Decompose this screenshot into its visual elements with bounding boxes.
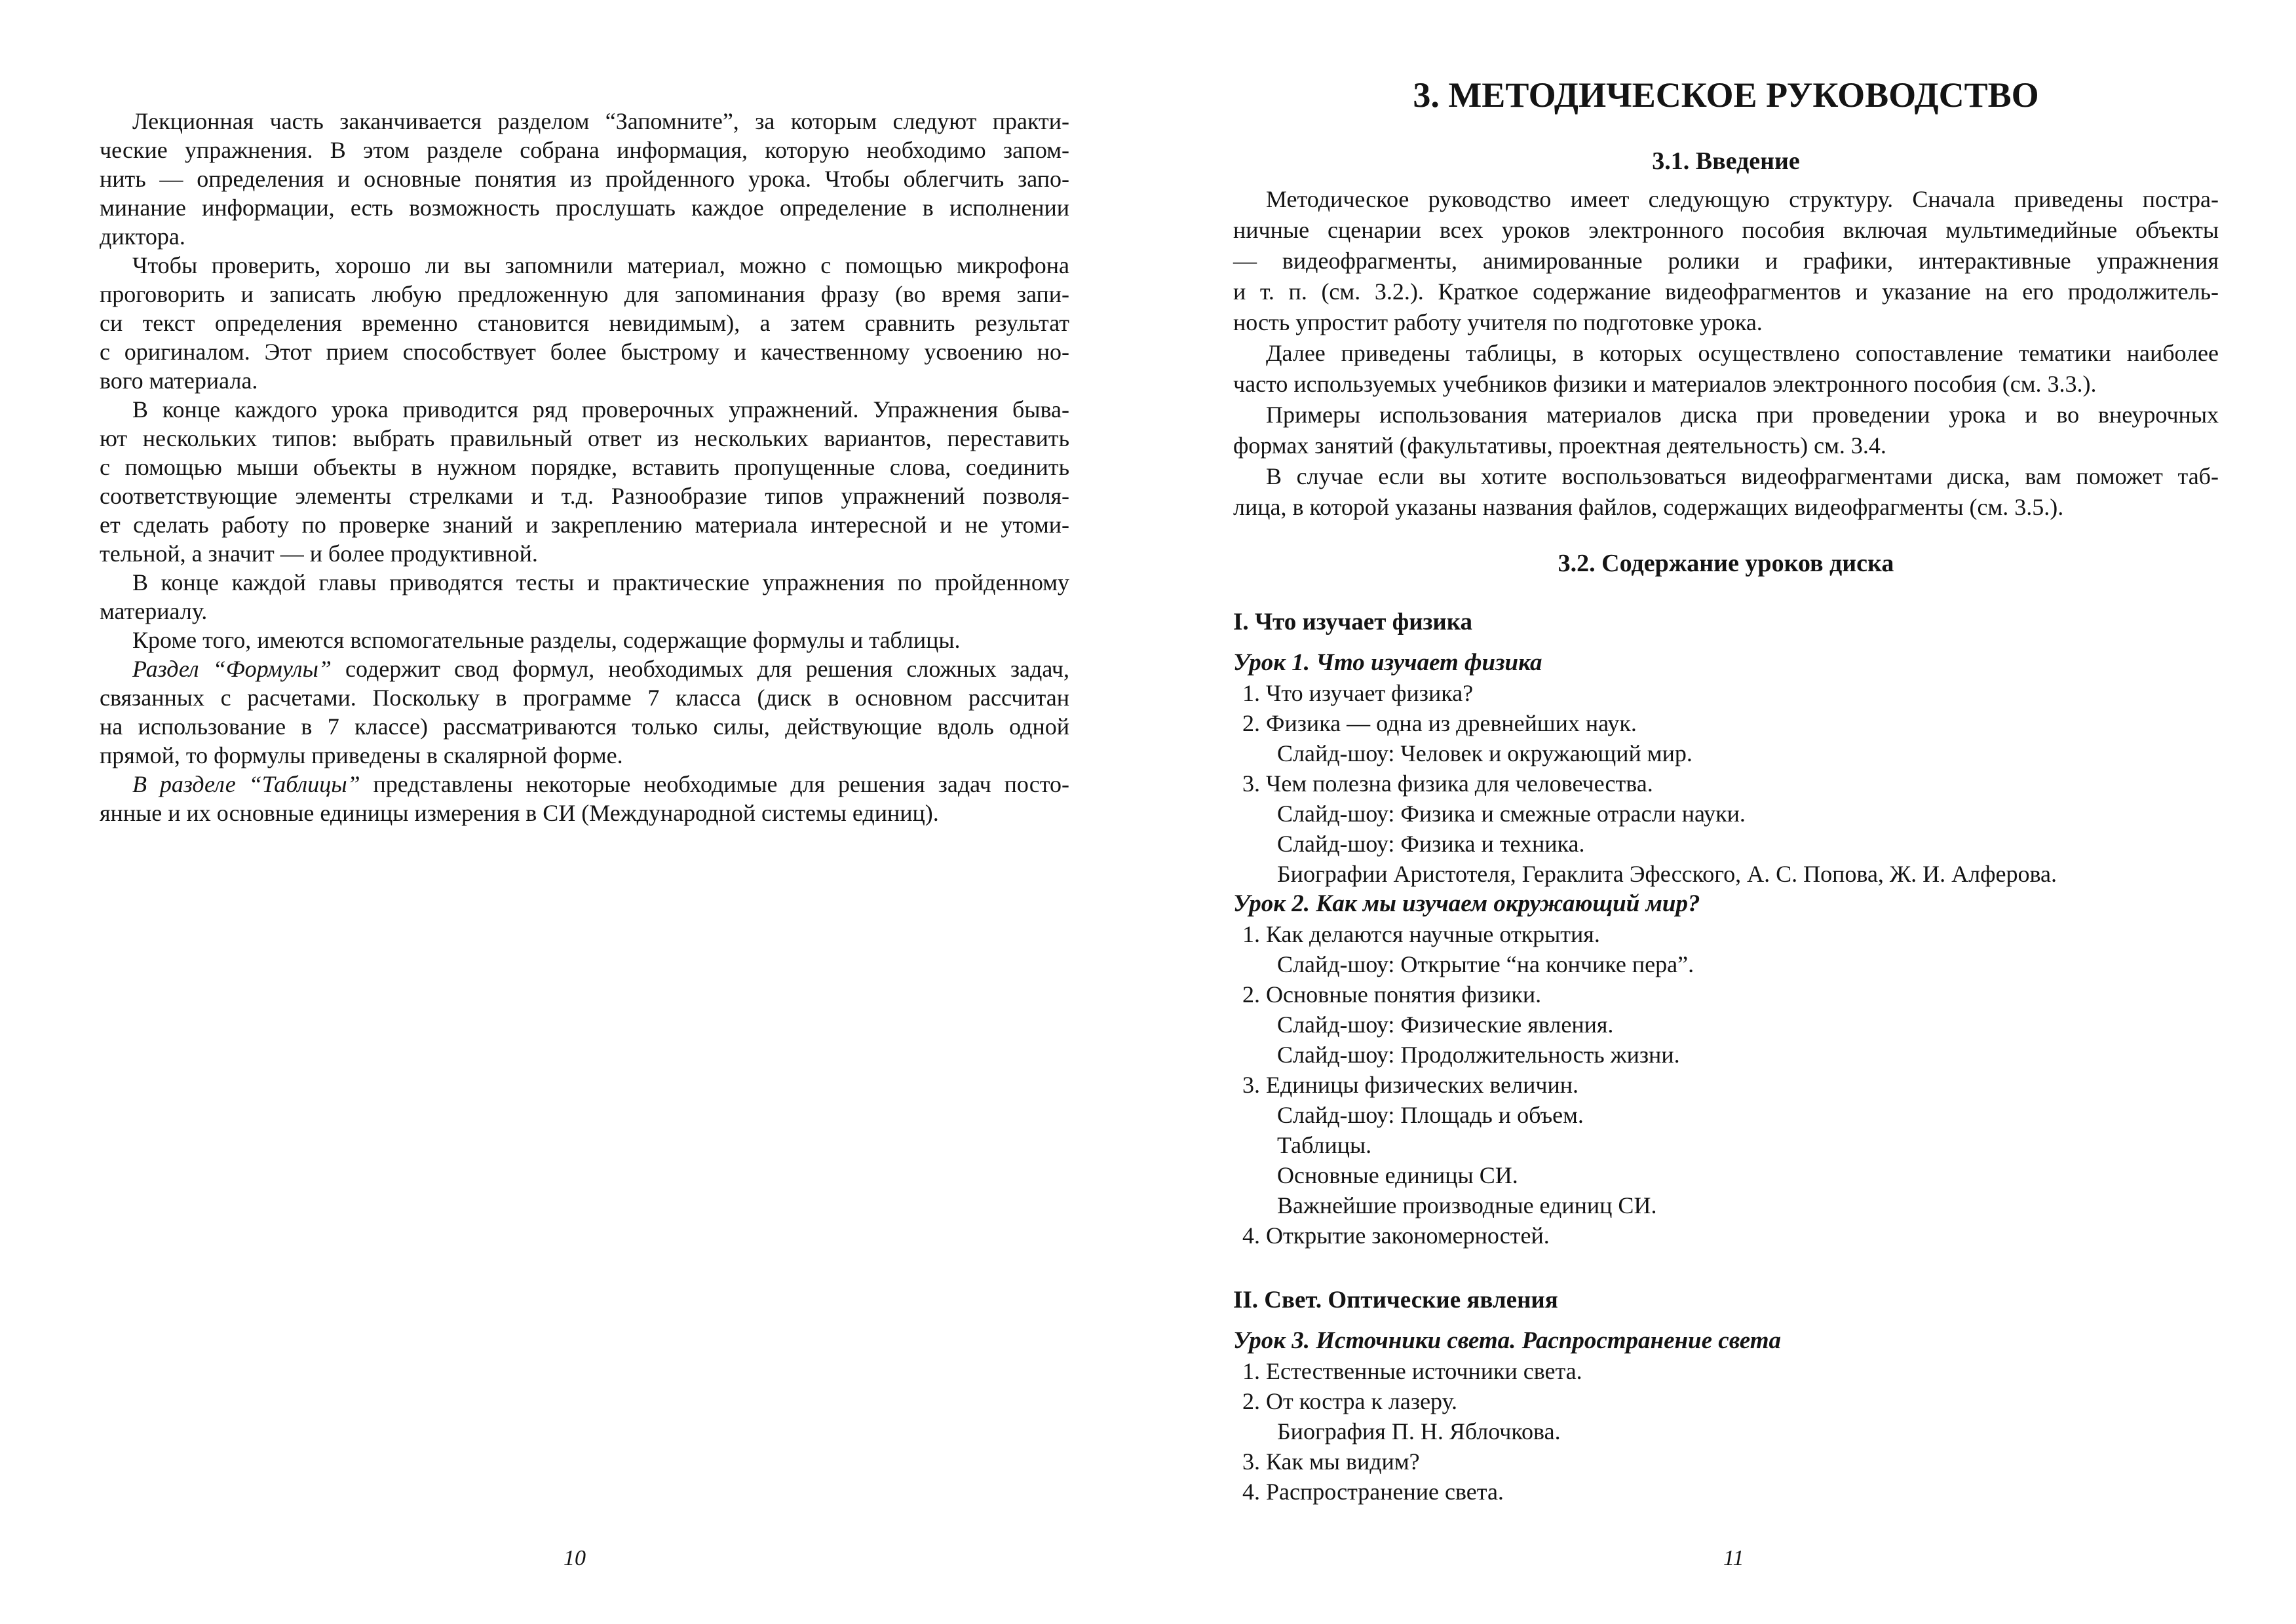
text-line <box>1233 276 2219 307</box>
text-line <box>100 482 1069 510</box>
text-line <box>1233 369 2219 400</box>
contents-block <box>1233 1326 2219 1507</box>
lesson-item: Биографии Аристотеля, Гераклита Эфесского, А. С. Попова, Ж. И. Алферова. <box>1277 861 2057 887</box>
paragraph <box>100 251 1069 395</box>
text-line <box>100 799 1069 827</box>
line-text: на использование в 7 классе) рассматриваются только силы, действующие вдоль одной <box>100 713 1069 740</box>
line-text: ность упростит работу учителя по подготовке урока. <box>1233 309 1763 335</box>
lesson-item: Слайд-шоу: Физика и техника. <box>1277 831 1585 857</box>
line-text: Лекционная часть заканчивается разделом “Запомните”, за которым следуют практи- <box>132 108 1069 134</box>
lesson-item: Слайд-шоу: Открытие “на кончике пера”. <box>1277 951 1694 977</box>
paragraph <box>1233 338 2219 400</box>
text-line <box>100 337 1069 366</box>
line-text: Методическое руководство имеет следующую структуру. Сначала приведены постра- <box>1266 186 2219 212</box>
paragraph <box>100 626 1069 654</box>
chapter-title: 3. МЕТОДИЧЕСКОЕ РУКОВОДСТВО <box>1413 75 2039 115</box>
line-text: прямой, то формулы приведены в скалярной форме. <box>100 742 623 768</box>
lesson-item: 1. Естественные источники света. <box>1242 1358 1582 1384</box>
paragraph <box>100 654 1069 770</box>
text-line <box>1233 215 2219 246</box>
text-line <box>100 136 1069 164</box>
chapter-heading: I. Что изучает физика <box>1233 609 1472 635</box>
line-text: ничные сценарии всех уроков электронного пособия включая мультимедийные объекты <box>1233 217 2219 243</box>
text-line <box>1233 400 2219 430</box>
lesson-item: 2. Физика — одна из древнейших наук. <box>1242 710 1637 736</box>
right-page <box>1148 0 2296 1624</box>
lesson-item: 4. Распространение света. <box>1242 1479 1504 1505</box>
text-line <box>100 712 1069 741</box>
text-line <box>100 654 1069 683</box>
text-line <box>1233 246 2219 276</box>
line-text: В конце каждого урока приводится ряд проверочных упражнений. Упражнения быва- <box>132 396 1069 423</box>
contents-block <box>1233 607 2219 637</box>
text-line <box>100 453 1069 482</box>
line-text: представлены некоторые необходимые для решения задач посто- <box>360 771 1070 797</box>
paragraph <box>100 395 1069 568</box>
line-text: вого материала. <box>100 368 258 394</box>
text-line <box>1233 338 2219 369</box>
lesson-item: 2. Основные понятия физики. <box>1242 981 1542 1008</box>
line-text: Примеры использования материалов диска при проведении урока и во внеурочных <box>1266 402 2219 428</box>
text-line <box>1233 307 2219 338</box>
text-line <box>100 107 1069 136</box>
line-text: ческие упражнения. В этом разделе собрана информация, которую необходимо запом- <box>100 137 1069 163</box>
paragraph <box>1233 461 2219 523</box>
contents-block <box>1233 1285 2219 1315</box>
lesson-item: Биография П. Н. Яблочкова. <box>1277 1418 1561 1445</box>
contents-block <box>1233 648 2219 1251</box>
line-text: В конце каждой главы приводятся тесты и практические упражнения по пройденному <box>132 569 1069 595</box>
text-line <box>100 597 1069 626</box>
lesson-heading: Урок 2. Как мы изучаем окружающий мир? <box>1233 890 1700 917</box>
line-text: проговорить и записать любую предложенную для запоминания фразу (во время запи- <box>100 281 1069 307</box>
text-line <box>100 741 1069 770</box>
page-number-right: 11 <box>1723 1546 1744 1570</box>
line-text: нить — определения и основные понятия из пройденного урока. Чтобы облегчить запо- <box>100 166 1069 192</box>
text-line <box>100 193 1069 222</box>
lesson-item: Таблицы. <box>1277 1132 1372 1158</box>
lesson-item: 1. Что изучает физика? <box>1242 680 1474 706</box>
chapter-heading: II. Свет. Оптические явления <box>1233 1287 1558 1313</box>
lesson-item: Важнейшие производные единиц СИ. <box>1277 1192 1657 1218</box>
text-line <box>100 309 1069 337</box>
italic-term: Раздел “Формулы” <box>132 656 332 682</box>
lesson-heading: Урок 1. Что изучает физика <box>1233 649 1542 676</box>
text-line <box>100 539 1069 568</box>
text-line <box>1233 430 2219 461</box>
lesson-item: 3. Чем полезна физика для человечества. <box>1242 770 1653 797</box>
line-text: материалу. <box>100 598 208 624</box>
text-line <box>100 770 1069 799</box>
italic-term: В разделе “Таблицы” <box>132 771 360 797</box>
line-text: си текст определения временно становится невидимым), а затем сравнить результат <box>100 310 1069 336</box>
line-text: В случае если вы хотите воспользоваться видеофрагментами диска, вам поможет таб- <box>1266 463 2219 489</box>
text-line <box>100 683 1069 712</box>
section-heading-intro: 3.1. Введение <box>1652 147 1800 175</box>
text-line <box>100 222 1069 251</box>
line-text: ет сделать работу по проверке знаний и закреплению материала интересной и не утоми- <box>100 512 1069 538</box>
text-line <box>100 568 1069 597</box>
left-page-text <box>100 107 1069 827</box>
line-text: с помощью мыши объекты в нужном порядке, вставить пропущенные слова, соединить <box>100 454 1069 480</box>
text-line <box>100 424 1069 453</box>
lesson-item: 1. Как делаются научные открытия. <box>1242 921 1600 947</box>
line-text: ют нескольких типов: выбрать правильный ответ из нескольких вариантов, переставить <box>100 425 1069 451</box>
paragraph <box>100 107 1069 251</box>
paragraph <box>1233 184 2219 338</box>
text-line <box>100 251 1069 280</box>
text-line <box>1233 461 2219 492</box>
line-text: и т. п. (см. 3.2.). Краткое содержание видеофрагментов и указание на его продолжитель- <box>1233 278 2219 305</box>
text-line <box>1233 492 2219 523</box>
line-text: часто используемых учебников физики и материалов электронного пособия (см. 3.3.). <box>1233 371 2097 397</box>
line-text: диктора. <box>100 223 185 250</box>
lesson-item: Слайд-шоу: Человек и окружающий мир. <box>1277 740 1693 766</box>
line-text: лица, в которой указаны названия файлов, содержащих видеофрагменты (см. 3.5.). <box>1233 494 2064 520</box>
intro-text <box>1233 184 2219 523</box>
text-line <box>1233 184 2219 215</box>
lesson-item: Слайд-шоу: Площадь и объем. <box>1277 1102 1584 1128</box>
line-text: формах занятий (факультативы, проектная деятельность) см. 3.4. <box>1233 432 1886 459</box>
text-line <box>100 626 1069 654</box>
paragraph <box>100 770 1069 827</box>
paragraph <box>1233 400 2219 461</box>
line-text: минание информации, есть возможность прослушать каждое определение в исполнении <box>100 195 1069 221</box>
text-line <box>100 366 1069 395</box>
line-text: — видеофрагменты, анимированные ролики и графики, интерактивные упражнения <box>1233 248 2219 274</box>
line-text: янные и их основные единицы измерения в СИ (Международной системы единиц). <box>100 800 939 826</box>
lesson-item: Слайд-шоу: Физические явления. <box>1277 1011 1614 1038</box>
line-text: Чтобы проверить, хорошо ли вы запомнили материал, можно с помощью микрофона <box>132 252 1069 278</box>
section-heading-contents: 3.2. Содержание уроков диска <box>1558 550 1894 577</box>
line-text: тельной, а значит — и более продуктивной. <box>100 540 538 567</box>
text-line <box>100 395 1069 424</box>
lesson-item: 4. Открытие закономерностей. <box>1242 1222 1550 1249</box>
line-text: связанных с расчетами. Поскольку в программе 7 класса (диск в основном рассчитан <box>100 685 1069 711</box>
lesson-item: Слайд-шоу: Физика и смежные отрасли науки. <box>1277 801 1746 827</box>
text-line <box>100 280 1069 309</box>
lesson-item: 3. Как мы видим? <box>1242 1448 1420 1475</box>
text-line <box>100 164 1069 193</box>
paragraph <box>100 568 1069 626</box>
line-text: Кроме того, имеются вспомогательные разделы, содержащие формулы и таблицы. <box>132 627 961 653</box>
lesson-item: 2. От костра к лазеру. <box>1242 1388 1457 1414</box>
text-line <box>100 510 1069 539</box>
lesson-item: Основные единицы СИ. <box>1277 1162 1518 1188</box>
line-text: с оригиналом. Этот прием способствует более быстрому и качественному усвоению но- <box>100 339 1069 365</box>
lesson-item: 3. Единицы физических величин. <box>1242 1072 1578 1098</box>
line-text: содержит свод формул, необходимых для решения сложных задач, <box>331 656 1069 682</box>
lesson-heading: Урок 3. Источники света. Распространение света <box>1233 1327 1782 1354</box>
lesson-item: Слайд-шоу: Продолжительность жизни. <box>1277 1042 1680 1068</box>
line-text: соответствующие элементы стрелками и т.д. Разнообразие типов упражнений позволя- <box>100 483 1069 509</box>
page-number-left: 10 <box>564 1546 586 1570</box>
line-text: Далее приведены таблицы, в которых осуществлено сопоставление тематики наиболее <box>1266 340 2219 366</box>
